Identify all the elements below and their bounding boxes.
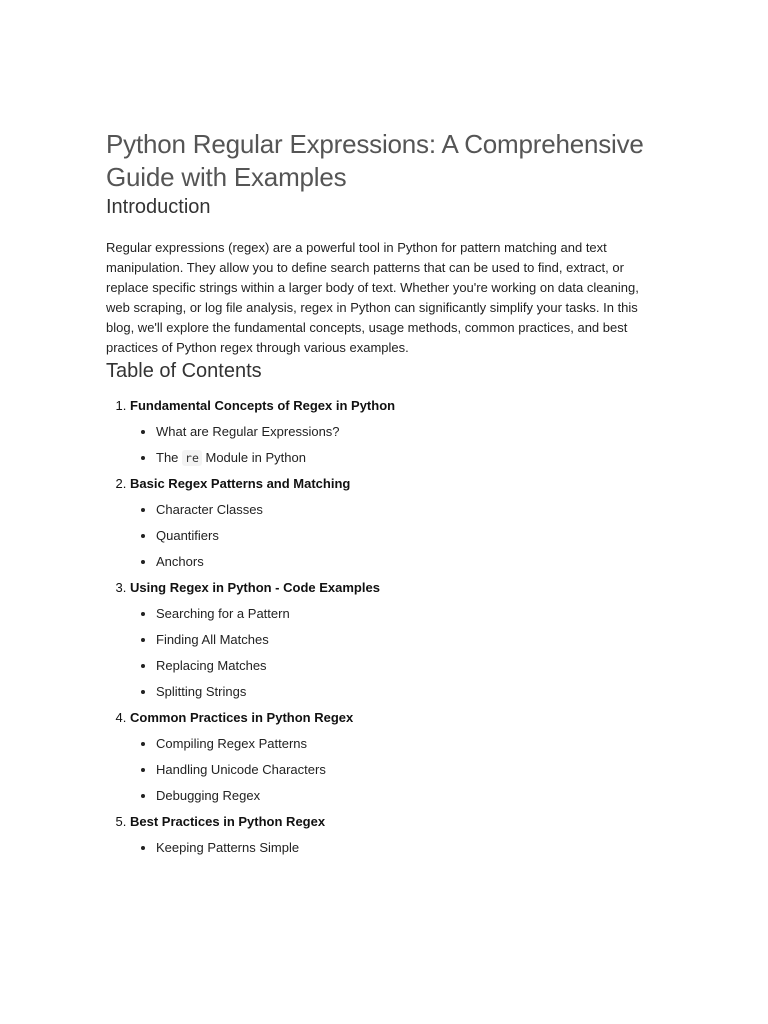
toc-item-label[interactable]: Using Regex in Python - Code Examples bbox=[130, 580, 380, 595]
toc-item bbox=[130, 812, 666, 858]
toc-subitem[interactable]: • Finding All Matches bbox=[156, 630, 666, 650]
toc-subitem[interactable]: • Searching for a Pattern bbox=[156, 604, 666, 624]
toc-subitem[interactable]: • Replacing Matches bbox=[156, 656, 666, 676]
toc-sublist bbox=[130, 422, 666, 468]
toc-item bbox=[130, 578, 666, 702]
table-of-contents bbox=[106, 396, 666, 858]
toc-item bbox=[130, 396, 666, 468]
toc-subitem[interactable]: • Anchors bbox=[156, 552, 666, 572]
toc-subitem[interactable]: • Splitting Strings bbox=[156, 682, 666, 702]
toc-subitem[interactable] bbox=[156, 448, 666, 468]
toc-subitem[interactable]: • Handling Unicode Characters bbox=[156, 760, 666, 780]
toc-subitem[interactable]: • Quantifiers bbox=[156, 526, 666, 546]
toc-subitem-suffix: Module in Python bbox=[201, 450, 306, 465]
toc-sublist bbox=[130, 604, 666, 702]
toc-sublist bbox=[130, 734, 666, 806]
toc-subitem[interactable]: • Keeping Patterns Simple bbox=[156, 838, 666, 858]
document-content bbox=[106, 128, 666, 864]
toc-subitem[interactable]: • What are Regular Expressions? bbox=[156, 422, 666, 442]
toc-item-label[interactable]: Basic Regex Patterns and Matching bbox=[130, 476, 351, 491]
toc-subitem[interactable]: • Debugging Regex bbox=[156, 786, 666, 806]
toc-item-label[interactable]: Best Practices in Python Regex bbox=[130, 814, 326, 829]
toc-subitem-prefix: The bbox=[156, 450, 183, 465]
toc-item-label[interactable]: Fundamental Concepts of Regex in Python bbox=[130, 398, 396, 413]
toc-sublist bbox=[130, 500, 666, 572]
toc-subitem[interactable]: • Compiling Regex Patterns bbox=[156, 734, 666, 754]
toc-subitem[interactable]: • Character Classes bbox=[156, 500, 666, 520]
introduction-heading: Introduction bbox=[106, 196, 211, 218]
toc-item bbox=[130, 708, 666, 806]
toc-sublist bbox=[130, 838, 666, 858]
toc-item-label[interactable]: Common Practices in Python Regex bbox=[130, 710, 354, 725]
toc-item bbox=[130, 474, 666, 572]
toc-heading: Table of Contents bbox=[106, 360, 262, 382]
page-title: Python Regular Expressions: A Comprehensive Guide with Examples bbox=[106, 129, 644, 192]
inline-code: re bbox=[182, 450, 202, 466]
introduction-paragraph: Regular expressions (regex) are a powerful tool in Python for pattern matching and text manipulation. They allow you to define search patterns that can be used to find, extract, or replace specific strings within a larger body of text. Whether you're working on data cleaning, web scraping, or log file analysis, regex in Python can significantly simplify your tasks. In this blog, we'll explore the fundamental concepts, usage methods, common practices, and best practices of Python regex through various examples. bbox=[106, 240, 639, 355]
